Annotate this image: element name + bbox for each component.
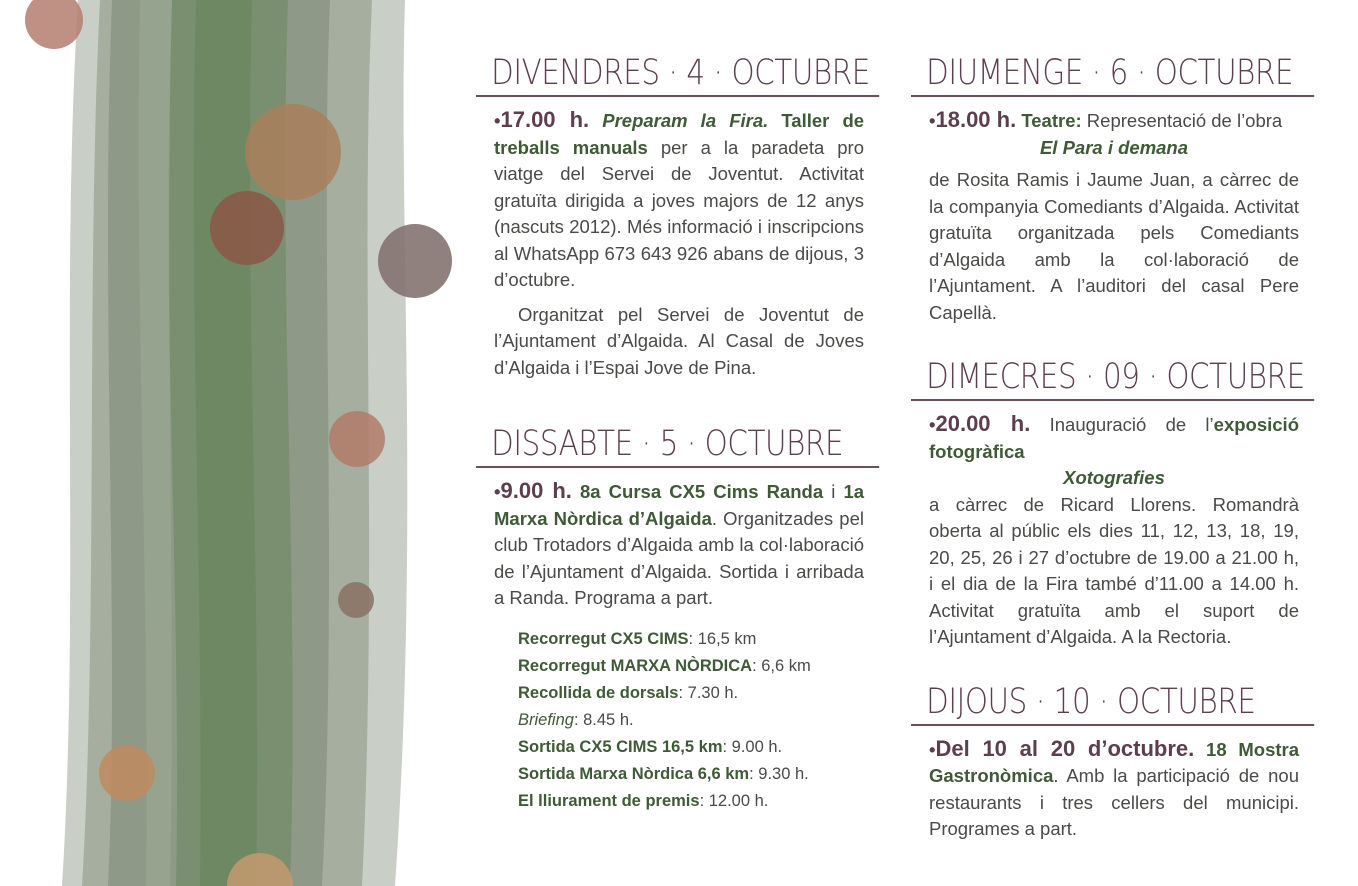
thursday-text: . Amb la participació de nou restaurants i tres cellers del municipi. Programes a part.: [929, 765, 1299, 839]
stripe-core: [194, 0, 258, 886]
detail-row: [518, 761, 864, 788]
detail-row: [518, 707, 864, 734]
right-column: [911, 52, 1305, 843]
event-saturday: [476, 478, 864, 612]
dot-rose: [329, 411, 385, 467]
sunday-play-title: [929, 135, 1299, 162]
dot-small: [338, 582, 374, 618]
wednesday-paragraph-2: a càrrec de Ricard Llorens. Romandrà oberta al públic els dies 11, 12, 13, 18, 19, 20, 25, 26 i 27 d’octubre de 19.00 a 21.00 h, i el dia de la Fira també d’11.00 a 14.00 h. Activitat gratuïta amb el suport de l’Ajuntament d’Algaida. A la Rectoria.: [929, 493, 1299, 647]
heading-friday: DIVENDRES · 4 · OCTUBRE: [476, 52, 879, 97]
detail-label: Recorregut CX5 CIMS: [518, 629, 689, 648]
sunday-paragraph-1: [929, 107, 1299, 135]
saturday-bold-1: 8a Cursa CX5 Cims Randa: [580, 481, 824, 502]
detail-value: : 6,6 km: [752, 656, 811, 675]
detail-value: : 12.00 h.: [699, 791, 769, 810]
detail-label: Sortida CX5 CIMS 16,5 km: [518, 737, 723, 756]
heading-sunday: DIUMENGE · 6 · OCTUBRE: [911, 52, 1314, 97]
detail-label: Recollida de dorsals: [518, 683, 679, 702]
event-wednesday: [911, 411, 1299, 651]
detail-value: : 9.30 h.: [749, 764, 809, 783]
detail-value: : 8.45 h.: [573, 710, 634, 729]
saturday-paragraph: [494, 478, 864, 612]
friday-paragraph-2: Organitzat pel Servei de Joventut de l’Ajuntament d’Algaida. Al Casal de Joves d’Algaida i l’Espai Jove de Pina.: [494, 303, 864, 378]
race-details: [476, 626, 864, 815]
dot-brown: [210, 191, 284, 265]
detail-label: Briefing: [518, 710, 574, 729]
dot-grey: [378, 224, 452, 298]
exhibit-title: Xotografies: [1063, 467, 1165, 488]
wednesday-text: Inauguració de l’: [1030, 414, 1214, 435]
thursday-paragraph: [929, 736, 1299, 843]
wednesday-exhibit-title: [929, 465, 1299, 492]
friday-bold: Taller de treballs manuals: [494, 110, 865, 158]
sunday-text: Representació de l’obra: [1081, 110, 1283, 131]
dot-top-left: [25, 0, 83, 49]
bullet-icon: •: [494, 110, 501, 131]
detail-value: : 9.00 h.: [722, 737, 783, 756]
event-sunday: [911, 107, 1299, 326]
thursday-bold: 18 Mostra Gastronòmica: [929, 738, 1300, 786]
detail-label: El lliurament de premis: [518, 791, 700, 810]
detail-row: [518, 626, 864, 653]
detail-label: Recorregut MARXA NÒRDICA: [518, 656, 753, 675]
bullet-icon: •: [494, 481, 501, 502]
detail-row: [518, 653, 864, 680]
wednesday-bold: exposició fotogràfica: [929, 414, 1299, 462]
bullet-icon: •: [929, 110, 936, 131]
saturday-bold-2: 1a Marxa Nòrdica d’Algaida: [494, 481, 865, 529]
detail-value: : 7.30 h.: [678, 683, 739, 702]
thursday-time: Del 10 al 20 d’octubre.: [935, 735, 1195, 761]
dot-large-ochre: [245, 104, 341, 200]
detail-row: [518, 680, 864, 707]
play-title: El Para i demana: [1039, 136, 1189, 158]
bullet-icon: •: [929, 738, 936, 760]
event-friday: [476, 107, 864, 381]
heading-thursday: DIJOUS · 10 · OCTUBRE: [911, 681, 1314, 726]
friday-text: per a la paradeta pro viatge del Servei de Joventut. Activitat gratuïta dirigida a joves majors de 12 anys (nascuts 2012). Més informació i inscripcions al WhatsApp 673 643 926 abans de dijous, 3 d’octubre.: [494, 136, 864, 290]
friday-time: 17.00 h.: [500, 107, 590, 132]
detail-row: [518, 734, 864, 761]
dot-orange: [99, 745, 155, 801]
saturday-time: 9.00 h.: [500, 478, 572, 503]
saturday-connector: i: [823, 481, 844, 502]
left-column: [476, 52, 870, 815]
sunday-time: 18.00 h.: [935, 107, 1017, 132]
saturday-text: . Organitzades pel club Trotadors d’Algaida amb la col·laboració de l’Ajuntament d’Algaida. Sortida i arribada a Randa. Programa a part.: [494, 507, 864, 608]
friday-paragraph-1: [494, 107, 864, 294]
decorative-artwork: [0, 0, 470, 886]
wednesday-time: 20.00 h.: [935, 411, 1031, 436]
heading-wednesday: DIMECRES · 09 · OCTUBRE: [911, 356, 1314, 401]
detail-value: : 16,5 km: [688, 629, 757, 648]
sunday-bold: Teatre:: [1021, 110, 1082, 131]
detail-row: [518, 788, 864, 815]
detail-label: Sortida Marxa Nòrdica 6,6 km: [518, 764, 750, 783]
event-thursday: [911, 736, 1299, 843]
sunday-paragraph-2: de Rosita Ramis i Jaume Juan, a càrrec de la companyia Comediants d’Algaida. Activitat gratuïta organitzada pels Comediants d’Algaida amb la col·laboració de l’Ajuntament. A l’auditori del casal Pere Capellà.: [929, 169, 1299, 323]
friday-italic: Preparam la Fira.: [602, 110, 769, 131]
heading-saturday: DISSABTE · 5 · OCTUBRE: [476, 423, 879, 468]
wednesday-paragraph-1: [929, 411, 1299, 465]
bullet-icon: •: [929, 414, 936, 435]
